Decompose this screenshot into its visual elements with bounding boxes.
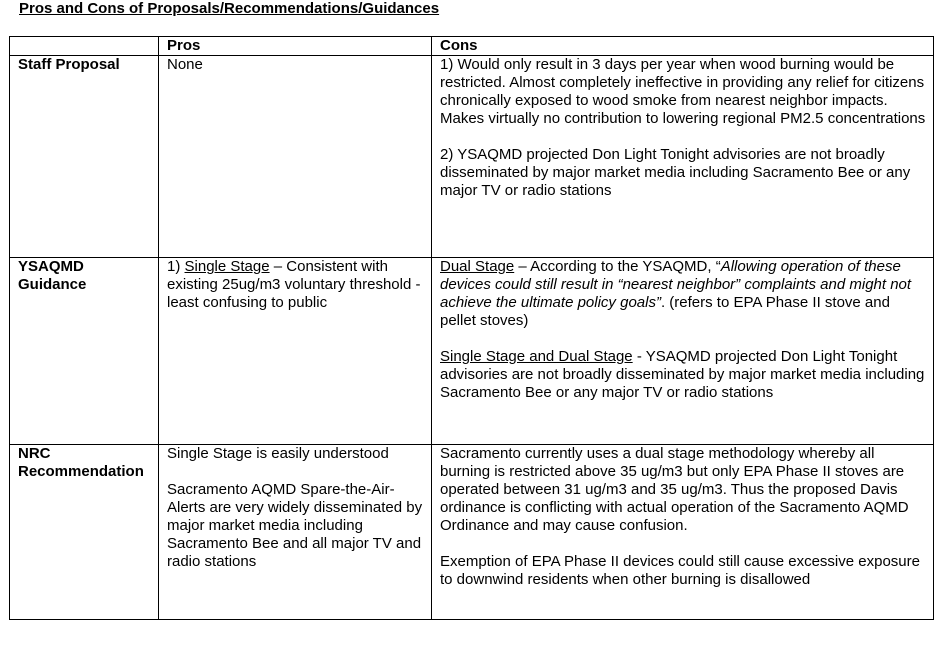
pros-cell — [159, 258, 432, 445]
header-cons: Cons — [432, 37, 934, 56]
cons-cell — [432, 258, 934, 445]
pros-cons-table — [9, 36, 934, 620]
underlined-term: Single Stage — [184, 258, 270, 275]
pros-text — [167, 258, 426, 312]
cons-text: 2) YSAQMD projected Don Light Tonight advisories are not broadly disseminated by major market media including Sacramento Bee or any major TV or radio stations — [440, 146, 911, 199]
text-body: – Consistent with existing 25ug/m3 voluntary threshold - least confusing to public — [167, 258, 421, 311]
cons-text — [440, 258, 928, 330]
underlined-term: Single Stage and Dual Stage — [440, 348, 633, 365]
table-row — [10, 56, 934, 258]
pros-text: Single Stage is easily understood — [167, 445, 389, 462]
cons-cell — [432, 445, 934, 620]
cons-cell — [432, 56, 934, 258]
text-prefix: 1) — [167, 258, 185, 275]
header-pros: Pros — [159, 37, 432, 56]
table-header-row — [10, 37, 934, 56]
cons-text: Sacramento currently uses a dual stage methodology whereby all burning is restricted above 35 ug/m3 but only EPA Phase II stoves are operated between 31 ug/m3 and 35 ug/m3. Thus the proposed Davis ordinance is conflicting with actual operation of the Sacramento AQMD Ordinance and may cause confusion. — [440, 445, 909, 534]
cons-text: Exemption of EPA Phase II devices could still cause excessive exposure to downwind residents when other burning is disallowed — [440, 553, 920, 588]
pros-text: Sacramento AQMD Spare-the-Air-Alerts are very widely disseminated by major market media including Sacramento Bee and all major TV and radio stations — [167, 481, 423, 570]
table-row — [10, 258, 934, 445]
pros-text: None — [167, 56, 203, 73]
header-blank — [10, 37, 159, 56]
text-body: . (refers to EPA Phase II stove and pellet stoves) — [440, 294, 890, 329]
page-title: Pros and Cons of Proposals/Recommendations/Guidances — [19, 0, 440, 17]
pros-cell — [159, 56, 432, 258]
table-row — [10, 445, 934, 620]
text-body: - YSAQMD projected Don Light Tonight advisories are not broadly disseminated by major market media including Sacramento Bee or any major TV or radio stations — [440, 348, 925, 401]
text-body: – According to the YSAQMD, “ — [514, 258, 721, 275]
pros-cell — [159, 445, 432, 620]
row-label-nrc-recommendation: NRC Recommendation — [10, 445, 159, 620]
cons-text — [440, 348, 928, 402]
quoted-italic-text: Allowing operation of these devices could still result in “nearest neighbor” complaints and might not achieve the ultimate policy goals” — [440, 258, 912, 311]
cons-text: 1) Would only result in 3 days per year when wood burning would be restricted. Almost completely ineffective in providing any relief for citizens chronically exposed to wood smoke from nearest neighbor impacts. Makes virtually no contribution to lowering regional PM2.5 concentrations — [440, 56, 926, 127]
row-label-staff-proposal: Staff Proposal — [10, 56, 159, 258]
row-label-ysaqmd-guidance: YSAQMD Guidance — [10, 258, 159, 445]
underlined-term: Dual Stage — [440, 258, 515, 275]
